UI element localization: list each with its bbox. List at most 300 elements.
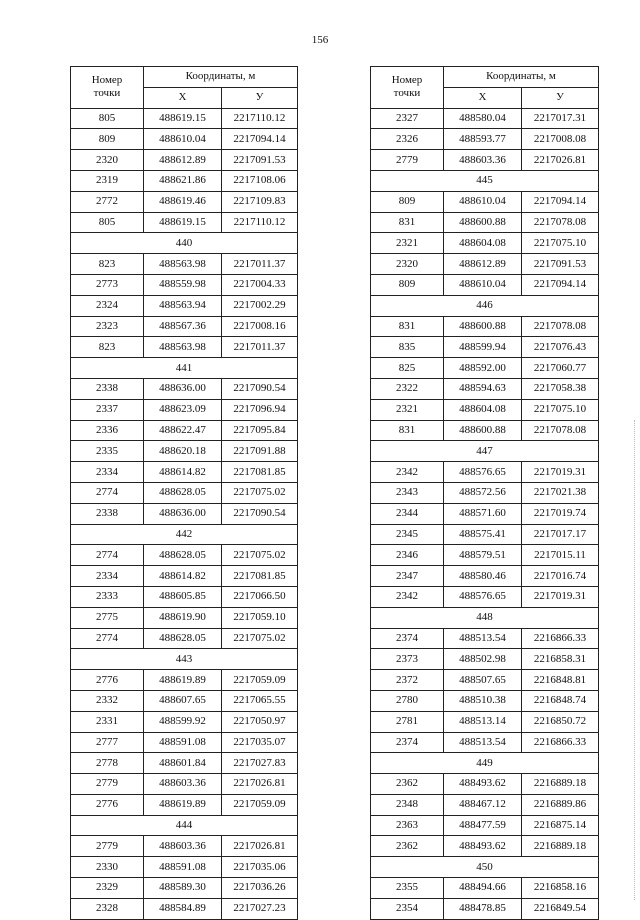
section-number: 444: [71, 815, 298, 836]
y-coordinate-cell: 2217110.12: [222, 108, 298, 129]
table-row: [371, 836, 599, 857]
table-row: [71, 191, 298, 212]
x-coordinate-cell: 488603.36: [144, 774, 222, 795]
point-number-cell: 2321: [371, 233, 444, 254]
table-row: [71, 399, 298, 420]
table-row: [71, 129, 298, 150]
y-coordinate-cell: 2217091.88: [222, 441, 298, 462]
section-row: [371, 170, 599, 191]
y-coordinate-cell: 2217075.02: [222, 482, 298, 503]
y-coordinate-cell: 2217027.83: [222, 753, 298, 774]
y-coordinate-cell: 2217017.17: [522, 524, 599, 545]
point-number-cell: 823: [71, 254, 144, 275]
table-row: [71, 566, 298, 587]
x-coordinate-cell: 488559.98: [144, 274, 222, 295]
table-row: [371, 482, 599, 503]
table-row: [71, 836, 298, 857]
y-coordinate-cell: 2217027.23: [222, 898, 298, 919]
table-row: [71, 420, 298, 441]
x-coordinate-cell: 488603.36: [444, 150, 522, 171]
table-row: [71, 607, 298, 628]
y-coordinate-cell: 2217081.85: [222, 566, 298, 587]
point-number-cell: 805: [71, 108, 144, 129]
x-coordinate-cell: 488513.14: [444, 711, 522, 732]
x-coordinate-cell: 488601.84: [144, 753, 222, 774]
point-number-cell: 2777: [71, 732, 144, 753]
section-number: 440: [71, 233, 298, 254]
x-coordinate-cell: 488493.62: [444, 836, 522, 857]
section-row: [71, 233, 298, 254]
point-number-cell: 2780: [371, 690, 444, 711]
table-row: [371, 815, 599, 836]
section-number: 446: [371, 295, 599, 316]
y-coordinate-cell: 2217021.38: [522, 482, 599, 503]
x-coordinate-cell: 488619.89: [144, 794, 222, 815]
table-row: [71, 170, 298, 191]
page-number: 156: [311, 34, 329, 46]
x-coordinate-cell: 488467.12: [444, 794, 522, 815]
x-coordinate-cell: 488575.41: [444, 524, 522, 545]
point-number-cell: 825: [371, 358, 444, 379]
x-coordinate-cell: 488593.77: [444, 129, 522, 150]
table-row: [71, 898, 298, 919]
table-row: [71, 711, 298, 732]
point-number-cell: 2774: [71, 482, 144, 503]
table-row: [371, 212, 599, 233]
point-number-cell: 2342: [371, 462, 444, 483]
x-coordinate-cell: 488605.85: [144, 586, 222, 607]
table-row: [71, 462, 298, 483]
x-coordinate-cell: 488576.65: [444, 462, 522, 483]
point-number-cell: 2334: [71, 462, 144, 483]
point-number-cell: 2347: [371, 566, 444, 587]
x-coordinate-cell: 488563.98: [144, 337, 222, 358]
table-row: [371, 316, 599, 337]
y-coordinate-cell: 2217090.54: [222, 503, 298, 524]
point-number-cell: 2322: [371, 378, 444, 399]
section-row: [371, 857, 599, 878]
point-number-cell: 2332: [71, 690, 144, 711]
x-coordinate-cell: 488567.36: [144, 316, 222, 337]
table-row: [371, 670, 599, 691]
point-number-cell: 2374: [371, 628, 444, 649]
y-coordinate-cell: 2217110.12: [222, 212, 298, 233]
section-row: [71, 815, 298, 836]
point-number-cell: 2335: [71, 441, 144, 462]
point-number-cell: 2329: [71, 878, 144, 899]
section-number: 442: [71, 524, 298, 545]
y-coordinate-cell: 2217058.38: [522, 378, 599, 399]
coordinates-header: Координаты, м: [144, 67, 298, 88]
y-coordinate-cell: 2217078.08: [522, 212, 599, 233]
x-coordinate-cell: 488513.54: [444, 628, 522, 649]
point-number-cell: 2327: [371, 108, 444, 129]
table-row: [71, 482, 298, 503]
point-number-cell: 2331: [71, 711, 144, 732]
point-number-header: Номер точки: [71, 67, 144, 109]
table-row: [371, 794, 599, 815]
x-coordinate-cell: 488610.04: [144, 129, 222, 150]
section-row: [71, 649, 298, 670]
table-row: [371, 898, 599, 919]
x-coordinate-cell: 488591.08: [144, 857, 222, 878]
table-row: [71, 274, 298, 295]
point-number-cell: 2776: [71, 794, 144, 815]
y-coordinate-cell: 2217094.14: [522, 191, 599, 212]
y-coordinate-cell: 2216889.18: [522, 774, 599, 795]
x-coordinate-cell: 488623.09: [144, 399, 222, 420]
x-coordinate-cell: 488580.46: [444, 566, 522, 587]
x-coordinate-cell: 488591.08: [144, 732, 222, 753]
point-number-cell: 2373: [371, 649, 444, 670]
table-row: [71, 753, 298, 774]
table-row: [71, 878, 298, 899]
y-coordinate-cell: 2217004.33: [222, 274, 298, 295]
point-number-cell: 2774: [71, 628, 144, 649]
point-number-cell: 2362: [371, 836, 444, 857]
y-header: У: [222, 87, 298, 108]
x-coordinate-cell: 488604.08: [444, 233, 522, 254]
table-row: [71, 732, 298, 753]
table-row: [371, 711, 599, 732]
y-coordinate-cell: 2217059.09: [222, 794, 298, 815]
table-row: [371, 399, 599, 420]
table-row: [371, 233, 599, 254]
y-coordinate-cell: 2217019.31: [522, 586, 599, 607]
point-number-cell: 2334: [71, 566, 144, 587]
y-coordinate-cell: 2217090.54: [222, 378, 298, 399]
point-number-cell: 2773: [71, 274, 144, 295]
y-coordinate-cell: 2217035.06: [222, 857, 298, 878]
x-coordinate-cell: 488502.98: [444, 649, 522, 670]
section-row: [371, 441, 599, 462]
point-number-cell: 809: [371, 191, 444, 212]
point-number-cell: 2346: [371, 545, 444, 566]
y-coordinate-cell: 2217081.85: [222, 462, 298, 483]
y-coordinate-cell: 2217036.26: [222, 878, 298, 899]
point-number-cell: 2778: [71, 753, 144, 774]
x-coordinate-cell: 488619.15: [144, 108, 222, 129]
y-coordinate-cell: 2217026.81: [222, 836, 298, 857]
table-row: [71, 774, 298, 795]
x-coordinate-cell: 488619.15: [144, 212, 222, 233]
x-coordinate-cell: 488580.04: [444, 108, 522, 129]
x-coordinate-cell: 488604.08: [444, 399, 522, 420]
section-row: [71, 358, 298, 379]
x-coordinate-cell: 488507.65: [444, 670, 522, 691]
table-row: [71, 586, 298, 607]
table-row: [71, 670, 298, 691]
point-number-cell: 835: [371, 337, 444, 358]
x-coordinate-cell: 488592.00: [444, 358, 522, 379]
x-coordinate-cell: 488493.62: [444, 774, 522, 795]
section-number: 449: [371, 753, 599, 774]
table-row: [371, 108, 599, 129]
point-number-cell: 2344: [371, 503, 444, 524]
table-row: [71, 337, 298, 358]
y-header: У: [522, 87, 599, 108]
x-coordinate-cell: 488614.82: [144, 462, 222, 483]
x-coordinate-cell: 488599.92: [144, 711, 222, 732]
x-coordinate-cell: 488610.04: [444, 191, 522, 212]
y-coordinate-cell: 2216848.74: [522, 690, 599, 711]
section-number: 447: [371, 441, 599, 462]
x-coordinate-cell: 488620.18: [144, 441, 222, 462]
point-number-cell: 809: [371, 274, 444, 295]
x-header: Х: [444, 87, 522, 108]
y-coordinate-cell: 2217075.10: [522, 399, 599, 420]
y-coordinate-cell: 2216849.54: [522, 898, 599, 919]
point-number-cell: 2323: [71, 316, 144, 337]
x-coordinate-cell: 488599.94: [444, 337, 522, 358]
x-coordinate-cell: 488622.47: [144, 420, 222, 441]
y-coordinate-cell: 2217075.10: [522, 233, 599, 254]
x-coordinate-cell: 488594.63: [444, 378, 522, 399]
table-row: [71, 628, 298, 649]
point-number-cell: 2781: [371, 711, 444, 732]
y-coordinate-cell: 2217017.31: [522, 108, 599, 129]
section-number: 445: [371, 170, 599, 191]
point-number-cell: 2324: [71, 295, 144, 316]
table-row: [71, 254, 298, 275]
table-row: [71, 794, 298, 815]
table-row: [71, 690, 298, 711]
y-coordinate-cell: 2217091.53: [522, 254, 599, 275]
table-row: [71, 545, 298, 566]
x-coordinate-cell: 488478.85: [444, 898, 522, 919]
x-coordinate-cell: 488607.65: [144, 690, 222, 711]
y-coordinate-cell: 2216850.72: [522, 711, 599, 732]
y-coordinate-cell: 2216858.31: [522, 649, 599, 670]
section-number: 441: [71, 358, 298, 379]
y-coordinate-cell: 2217078.08: [522, 316, 599, 337]
y-coordinate-cell: 2217002.29: [222, 295, 298, 316]
point-number-cell: 2345: [371, 524, 444, 545]
section-number: 443: [71, 649, 298, 670]
y-coordinate-cell: 2217019.74: [522, 503, 599, 524]
x-coordinate-cell: 488576.65: [444, 586, 522, 607]
scan-edge-mark: [634, 420, 636, 900]
point-number-cell: 831: [371, 420, 444, 441]
point-number-cell: 2326: [371, 129, 444, 150]
point-number-cell: 2343: [371, 482, 444, 503]
point-number-cell: 2348: [371, 794, 444, 815]
y-coordinate-cell: 2217094.14: [222, 129, 298, 150]
x-header: Х: [144, 87, 222, 108]
section-number: 450: [371, 857, 599, 878]
y-coordinate-cell: 2217059.10: [222, 607, 298, 628]
point-number-cell: 2779: [71, 774, 144, 795]
table-row: [371, 420, 599, 441]
point-number-cell: 809: [71, 129, 144, 150]
table-row: [371, 878, 599, 899]
point-number-cell: 2374: [371, 732, 444, 753]
x-coordinate-cell: 488572.56: [444, 482, 522, 503]
point-number-cell: 2330: [71, 857, 144, 878]
coordinates-table-right: [370, 66, 599, 920]
y-coordinate-cell: 2217026.81: [522, 150, 599, 171]
x-coordinate-cell: 488636.00: [144, 378, 222, 399]
y-coordinate-cell: 2217011.37: [222, 254, 298, 275]
point-number-cell: 831: [371, 212, 444, 233]
x-coordinate-cell: 488589.30: [144, 878, 222, 899]
table-row: [71, 378, 298, 399]
y-coordinate-cell: 2217008.08: [522, 129, 599, 150]
section-row: [371, 607, 599, 628]
table-row: [371, 586, 599, 607]
y-coordinate-cell: 2216889.18: [522, 836, 599, 857]
y-coordinate-cell: 2216875.14: [522, 815, 599, 836]
y-coordinate-cell: 2217078.08: [522, 420, 599, 441]
table-row: [71, 857, 298, 878]
x-coordinate-cell: 488628.05: [144, 545, 222, 566]
point-number-cell: 805: [71, 212, 144, 233]
y-coordinate-cell: 2217091.53: [222, 150, 298, 171]
y-coordinate-cell: 2217109.83: [222, 191, 298, 212]
point-number-cell: 2362: [371, 774, 444, 795]
y-coordinate-cell: 2217075.02: [222, 545, 298, 566]
section-row: [371, 753, 599, 774]
y-coordinate-cell: 2217015.11: [522, 545, 599, 566]
y-coordinate-cell: 2217108.06: [222, 170, 298, 191]
x-coordinate-cell: 488619.89: [144, 670, 222, 691]
table-row: [371, 732, 599, 753]
table-row: [71, 212, 298, 233]
x-coordinate-cell: 488603.36: [144, 836, 222, 857]
y-coordinate-cell: 2216848.81: [522, 670, 599, 691]
y-coordinate-cell: 2216866.33: [522, 628, 599, 649]
point-number-cell: 2320: [71, 150, 144, 171]
x-coordinate-cell: 488513.54: [444, 732, 522, 753]
x-coordinate-cell: 488477.59: [444, 815, 522, 836]
coordinates-header: Координаты, м: [444, 67, 599, 88]
table-row: [371, 337, 599, 358]
y-coordinate-cell: 2217016.74: [522, 566, 599, 587]
y-coordinate-cell: 2216866.33: [522, 732, 599, 753]
point-number-cell: 2337: [71, 399, 144, 420]
table-row: [371, 129, 599, 150]
y-coordinate-cell: 2217050.97: [222, 711, 298, 732]
y-coordinate-cell: 2217035.07: [222, 732, 298, 753]
x-coordinate-cell: 488563.98: [144, 254, 222, 275]
point-number-header: Номер точки: [371, 67, 444, 109]
point-number-cell: 2336: [71, 420, 144, 441]
y-coordinate-cell: 2217060.77: [522, 358, 599, 379]
x-coordinate-cell: 488621.86: [144, 170, 222, 191]
y-coordinate-cell: 2217065.55: [222, 690, 298, 711]
x-coordinate-cell: 488600.88: [444, 212, 522, 233]
x-coordinate-cell: 488628.05: [144, 482, 222, 503]
table-row: [371, 274, 599, 295]
point-number-cell: 831: [371, 316, 444, 337]
table-row: [371, 358, 599, 379]
table-row: [371, 524, 599, 545]
point-number-cell: 2363: [371, 815, 444, 836]
table-row: [371, 503, 599, 524]
point-number-cell: 2372: [371, 670, 444, 691]
point-number-cell: 2775: [71, 607, 144, 628]
table-row: [71, 316, 298, 337]
point-number-cell: 2338: [71, 503, 144, 524]
x-coordinate-cell: 488584.89: [144, 898, 222, 919]
point-number-cell: 2774: [71, 545, 144, 566]
x-coordinate-cell: 488614.82: [144, 566, 222, 587]
table-row: [371, 191, 599, 212]
coordinates-table-left: [70, 66, 298, 920]
section-row: [371, 295, 599, 316]
point-number-cell: 2354: [371, 898, 444, 919]
y-coordinate-cell: 2217026.81: [222, 774, 298, 795]
point-number-cell: 2328: [71, 898, 144, 919]
x-coordinate-cell: 488494.66: [444, 878, 522, 899]
table-row: [371, 649, 599, 670]
table-row: [371, 774, 599, 795]
table-row: [371, 462, 599, 483]
table-row: [71, 441, 298, 462]
y-coordinate-cell: 2217019.31: [522, 462, 599, 483]
table-row: [371, 378, 599, 399]
y-coordinate-cell: 2217059.09: [222, 670, 298, 691]
y-coordinate-cell: 2216889.86: [522, 794, 599, 815]
table-row: [371, 566, 599, 587]
point-number-cell: 2355: [371, 878, 444, 899]
point-number-cell: 2779: [71, 836, 144, 857]
table-row: [371, 150, 599, 171]
point-number-cell: 2320: [371, 254, 444, 275]
point-number-cell: 2342: [371, 586, 444, 607]
y-coordinate-cell: 2217066.50: [222, 586, 298, 607]
section-row: [71, 524, 298, 545]
point-number-cell: 2772: [71, 191, 144, 212]
x-coordinate-cell: 488571.60: [444, 503, 522, 524]
x-coordinate-cell: 488619.90: [144, 607, 222, 628]
x-coordinate-cell: 488600.88: [444, 316, 522, 337]
y-coordinate-cell: 2217096.94: [222, 399, 298, 420]
point-number-cell: 2338: [71, 378, 144, 399]
y-coordinate-cell: 2217094.14: [522, 274, 599, 295]
x-coordinate-cell: 488612.89: [444, 254, 522, 275]
y-coordinate-cell: 2217076.43: [522, 337, 599, 358]
y-coordinate-cell: 2217075.02: [222, 628, 298, 649]
table-row: [71, 108, 298, 129]
table-row: [371, 690, 599, 711]
x-coordinate-cell: 488600.88: [444, 420, 522, 441]
section-number: 448: [371, 607, 599, 628]
point-number-cell: 2333: [71, 586, 144, 607]
point-number-cell: 823: [71, 337, 144, 358]
x-coordinate-cell: 488579.51: [444, 545, 522, 566]
point-number-cell: 2776: [71, 670, 144, 691]
table-row: [371, 628, 599, 649]
point-number-cell: 2319: [71, 170, 144, 191]
table-row: [71, 150, 298, 171]
table-row: [371, 254, 599, 275]
x-coordinate-cell: 488636.00: [144, 503, 222, 524]
point-number-cell: 2321: [371, 399, 444, 420]
point-number-cell: 2779: [371, 150, 444, 171]
table-row: [71, 295, 298, 316]
y-coordinate-cell: 2217011.37: [222, 337, 298, 358]
y-coordinate-cell: 2217008.16: [222, 316, 298, 337]
x-coordinate-cell: 488619.46: [144, 191, 222, 212]
y-coordinate-cell: 2216858.16: [522, 878, 599, 899]
x-coordinate-cell: 488510.38: [444, 690, 522, 711]
y-coordinate-cell: 2217095.84: [222, 420, 298, 441]
x-coordinate-cell: 488563.94: [144, 295, 222, 316]
x-coordinate-cell: 488612.89: [144, 150, 222, 171]
table-row: [371, 545, 599, 566]
x-coordinate-cell: 488610.04: [444, 274, 522, 295]
